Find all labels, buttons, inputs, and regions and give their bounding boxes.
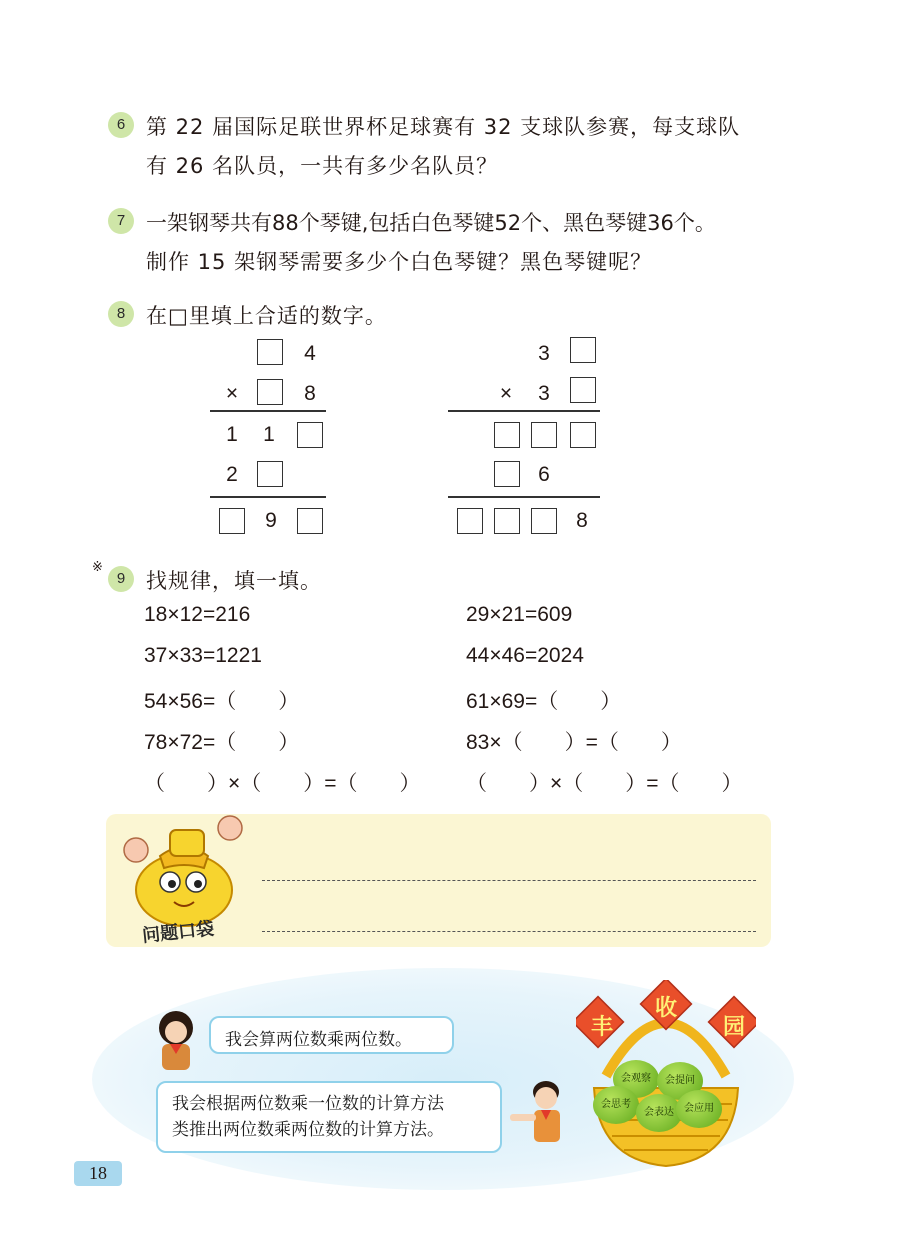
digit: 4	[304, 342, 316, 365]
answer-box[interactable]	[257, 379, 283, 405]
page-number	[74, 1161, 122, 1186]
pattern-eq: 37×33=1221	[144, 644, 262, 667]
answer-box[interactable]	[570, 422, 596, 448]
question-number-6: 6	[108, 112, 134, 138]
pattern-eq: 61×69=（ ）	[466, 690, 622, 713]
times-sign: ×	[225, 382, 239, 405]
answer-box[interactable]	[297, 508, 323, 534]
apple-apply: 会应用	[676, 1090, 722, 1128]
digit: 1	[263, 423, 275, 446]
pattern-eq: （ ）×（ ）=（ ）	[144, 772, 421, 795]
question-8-prompt: 在□里填上合适的数字。	[146, 304, 387, 328]
answer-box[interactable]	[531, 422, 557, 448]
digit: 3	[538, 342, 550, 365]
pattern-eq: 78×72=（ ）	[144, 731, 300, 754]
question-7-line-1: 一架钢琴共有88个琴键,包括白色琴键52个、黑色琴键36个。	[146, 211, 716, 235]
digit: 3	[538, 382, 550, 405]
answer-box[interactable]	[219, 508, 245, 534]
answer-box[interactable]	[494, 508, 520, 534]
girl-speech-bubble	[209, 1016, 454, 1054]
apple-express: 会表达	[636, 1094, 682, 1132]
answer-box[interactable]	[570, 377, 596, 403]
girl-character	[150, 1010, 202, 1076]
boy-character	[508, 1078, 574, 1146]
question-bag-mascot	[112, 808, 252, 928]
rule-line	[210, 410, 326, 412]
answer-box[interactable]	[494, 422, 520, 448]
apple-ask: 会提问	[657, 1062, 703, 1100]
harvest-title-char: 丰	[590, 1015, 613, 1040]
digit: 1	[226, 423, 238, 446]
digit: 6	[538, 463, 550, 486]
pattern-eq: 44×46=2024	[466, 644, 584, 667]
question-number-8: 8	[108, 301, 134, 327]
digit: 8	[576, 509, 588, 532]
rule-line	[210, 496, 326, 498]
pattern-eq: 54×56=（ ）	[144, 690, 300, 713]
question-9-prompt: 找规律，填一填。	[146, 569, 322, 593]
answer-box[interactable]	[257, 461, 283, 487]
rule-line	[448, 496, 600, 498]
page-number-text: 18	[89, 1163, 107, 1183]
times-sign: ×	[499, 382, 513, 405]
harvest-title-char: 园	[722, 1015, 745, 1040]
answer-line[interactable]	[262, 880, 756, 881]
pattern-eq: 29×21=609	[466, 603, 573, 626]
answer-box[interactable]	[531, 508, 557, 534]
question-7-line-2: 制作 15 架钢琴需要多少个白色琴键？黑色琴键呢？	[146, 250, 653, 274]
pattern-eq: 18×12=216	[144, 603, 251, 626]
answer-box[interactable]	[457, 508, 483, 534]
answer-box[interactable]	[494, 461, 520, 487]
answer-box[interactable]	[297, 422, 323, 448]
answer-box[interactable]	[570, 337, 596, 363]
optional-mark: ※	[92, 560, 103, 575]
question-number-7: 7	[108, 208, 134, 234]
boy-speech-line-2: 类推出两位数乘两位数的计算方法。	[172, 1120, 444, 1140]
apple-observe: 会观察	[613, 1060, 659, 1098]
harvest-title-char: 收	[654, 996, 677, 1021]
girl-speech-text: 我会算两位数乘两位数。	[225, 1030, 412, 1050]
digit: 8	[304, 382, 316, 405]
question-number-9: 9	[108, 566, 134, 592]
question-6-line-2: 有 26 名队员，一共有多少名队员？	[146, 154, 499, 178]
question-6-line-1: 第 22 届国际足联世界杯足球赛有 32 支球队参赛，每支球队	[146, 115, 741, 139]
digit: 9	[265, 509, 277, 532]
rule-line	[448, 410, 600, 412]
boy-speech-bubble	[156, 1081, 502, 1153]
apple-think: 会思考	[593, 1086, 639, 1124]
answer-box[interactable]	[257, 339, 283, 365]
digit: 2	[226, 463, 238, 486]
question-bag-label: 问题口袋	[141, 918, 216, 947]
pattern-eq: （ ）×（ ）=（ ）	[466, 772, 743, 795]
answer-line[interactable]	[262, 931, 756, 932]
boy-speech-line-1: 我会根据两位数乘一位数的计算方法	[172, 1094, 444, 1114]
pattern-eq: 83×（ ）=（ ）	[466, 731, 682, 754]
